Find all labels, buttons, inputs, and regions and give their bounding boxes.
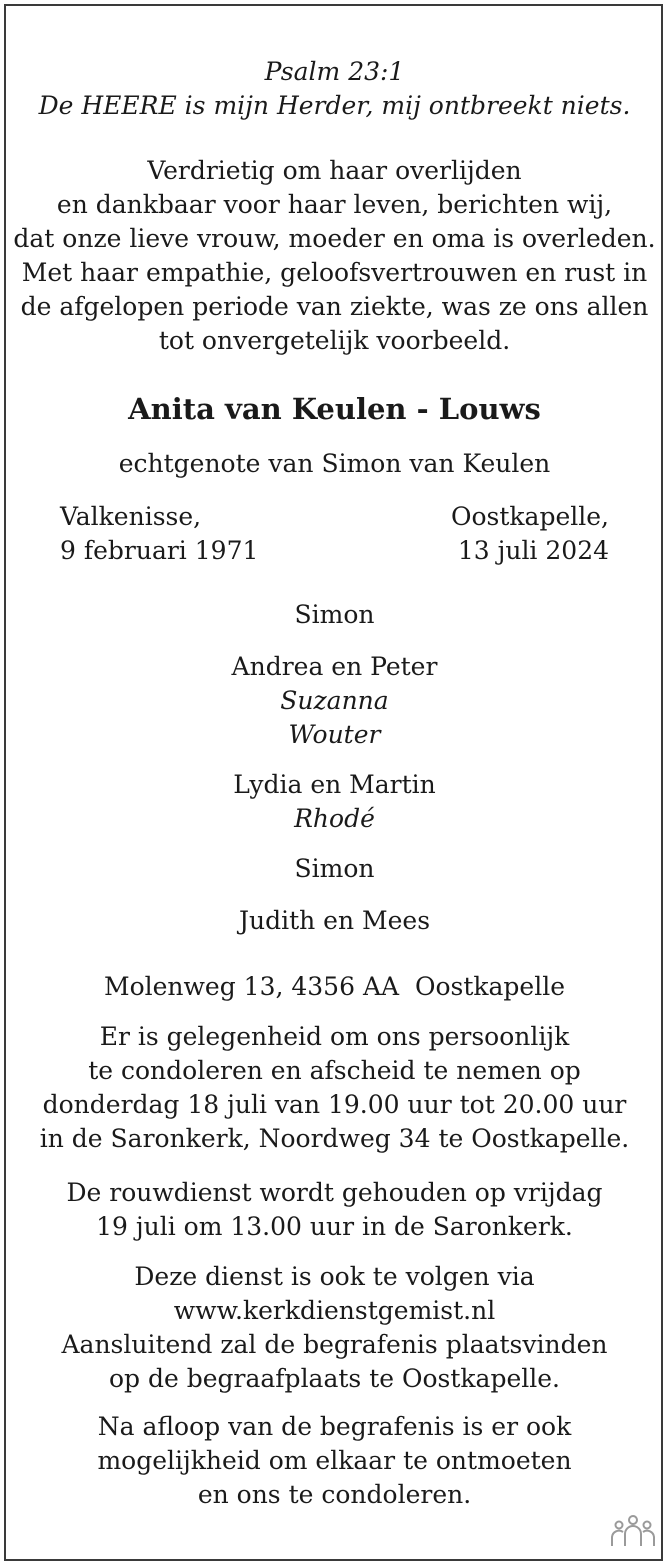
closing-line: mogelijkheid om elkaar te ontmoeten [97,1446,572,1475]
psalm-verse: De HEERE is mijn Herder, mij ontbreekt niets. [38,91,631,120]
grandchild: Suzanna [280,686,389,715]
broadcast-url: www.kerkdienstgemist.nl [173,1296,496,1325]
condolence-line: donderdag 18 juli van 19.00 uur tot 20.00 uur [42,1090,627,1119]
intro-line: en dankbaar voor haar leven, berichten wij, [56,190,613,219]
family-group-2 [0,768,669,836]
family-parents: Andrea en Peter [231,652,438,681]
service-line: De rouwdienst wordt gehouden op vrijdag [66,1178,603,1207]
psalm-reference: Psalm 23:1 [264,57,405,86]
family-parents: Judith en Mees [238,906,431,935]
death-place: Oostkapelle, [450,502,609,531]
family-son [0,852,669,886]
broadcast-line: Deze dienst is ook te volgen via [134,1262,535,1291]
family-husband [0,598,669,632]
service-info [0,1176,669,1244]
family-member: Simon [294,600,375,629]
condolence-info [0,1020,669,1156]
address-text: Molenweg 13, 4356 AA Oostkapelle [103,972,566,1001]
death-info [451,500,609,568]
closing-line: Na afloop van de begrafenis is er ook [97,1412,572,1441]
address [0,970,669,1004]
birth-info [60,500,258,568]
family-member: Simon [294,854,375,883]
broadcast-line: op de begraafplaats te Oostkapelle. [109,1364,560,1393]
closing-line: en ons te condoleren. [197,1480,472,1509]
grandchild: Rhodé [294,804,375,833]
family-group-3 [0,904,669,938]
people-group-icon [608,1514,658,1548]
deceased-name [0,390,669,428]
birth-date: 9 februari 1971 [60,536,259,565]
closing-info [0,1410,669,1512]
condolence-line: in de Saronkerk, Noordweg 34 te Oostkapelle. [39,1124,630,1153]
intro-line: dat onze lieve vrouw, moeder en oma is overleden. [13,224,656,253]
intro-line: Met haar empathie, geloofsvertrouwen en rust in [21,258,648,287]
family-group-1 [0,650,669,752]
intro-text [0,154,669,358]
intro-line: tot onvergetelijk voorbeeld. [158,326,511,355]
spouse-line-text: echtgenote van Simon van Keulen [118,449,551,478]
psalm-block [0,55,669,123]
family-parents: Lydia en Martin [233,770,436,799]
intro-line: de afgelopen periode van ziekte, was ze ons allen [20,292,649,321]
broadcast-line: Aansluitend zal de begrafenis plaatsvinden [61,1330,608,1359]
condolence-line: Er is gelegenheid om ons persoonlijk [99,1022,570,1051]
broadcast-info [0,1260,669,1396]
birth-place: Valkenisse, [60,502,202,531]
death-date: 13 juli 2024 [457,536,609,565]
condolence-line: te condoleren en afscheid te nemen op [88,1056,581,1085]
grandchild: Wouter [288,720,381,749]
deceased-name-text: Anita van Keulen - Louws [128,392,541,426]
spouse-line [0,447,669,481]
service-line: 19 juli om 13.00 uur in de Saronkerk. [96,1212,573,1241]
intro-line: Verdrietig om haar overlijden [147,156,522,185]
